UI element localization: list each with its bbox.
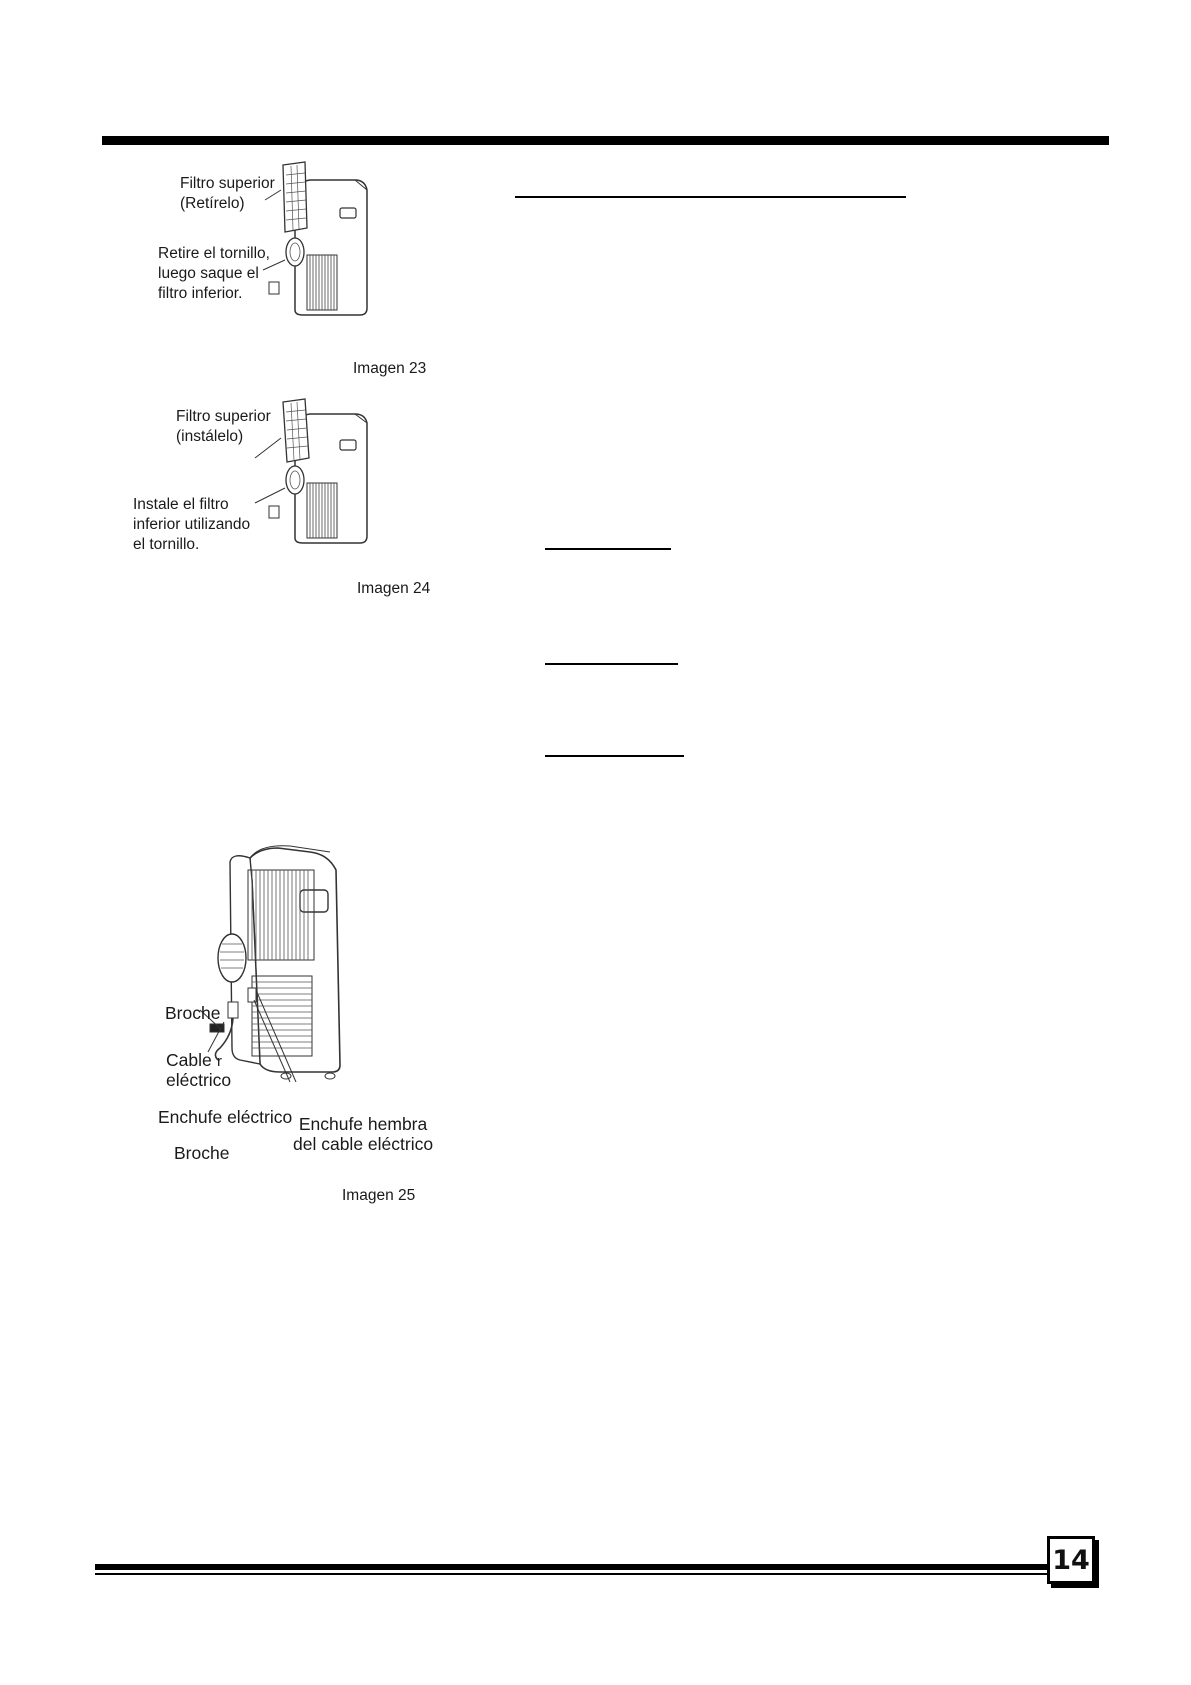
figure-25-label-socket: Enchufe hembra del cable eléctrico <box>293 1114 434 1154</box>
figure-24-label-bottom-filter: Instale el filtro inferior utilizando el tornillo. <box>133 496 251 553</box>
section-heading-underline <box>515 196 906 198</box>
subheading-underline-1 <box>545 548 671 550</box>
header-rule <box>102 136 1109 145</box>
page-number: 14 <box>1047 1536 1095 1584</box>
footer-rule-thin <box>95 1573 1047 1575</box>
figure-23-label-bottom-filter: Retire el tornillo, luego saque el filtro inferior. <box>158 245 270 302</box>
figure-25-label-cable: Cable eléctrico <box>166 1050 232 1090</box>
figure-25-label-clip-lower: Broche <box>174 1143 230 1163</box>
figure-25-label-clip-upper: Broche <box>165 1003 221 1023</box>
figure-25-caption: Imagen 25 <box>342 1187 416 1204</box>
figure-23-label-top-filter: Filtro superior (Retírelo) <box>180 175 275 212</box>
figure-25-illustration <box>160 840 390 1085</box>
figure-23-caption: Imagen 23 <box>353 360 427 377</box>
figure-24-caption: Imagen 24 <box>357 580 431 597</box>
figure-24-label-top-filter: Filtro superior (instálelo) <box>176 408 271 445</box>
figure-25-label-plug: Enchufe eléctrico <box>158 1107 293 1127</box>
figure-24-illustration <box>255 398 380 548</box>
footer-rule <box>95 1564 1047 1570</box>
figure-25-label-stray: r <box>217 1053 222 1070</box>
subheading-underline-3 <box>545 755 684 757</box>
subheading-underline-2 <box>545 663 678 665</box>
